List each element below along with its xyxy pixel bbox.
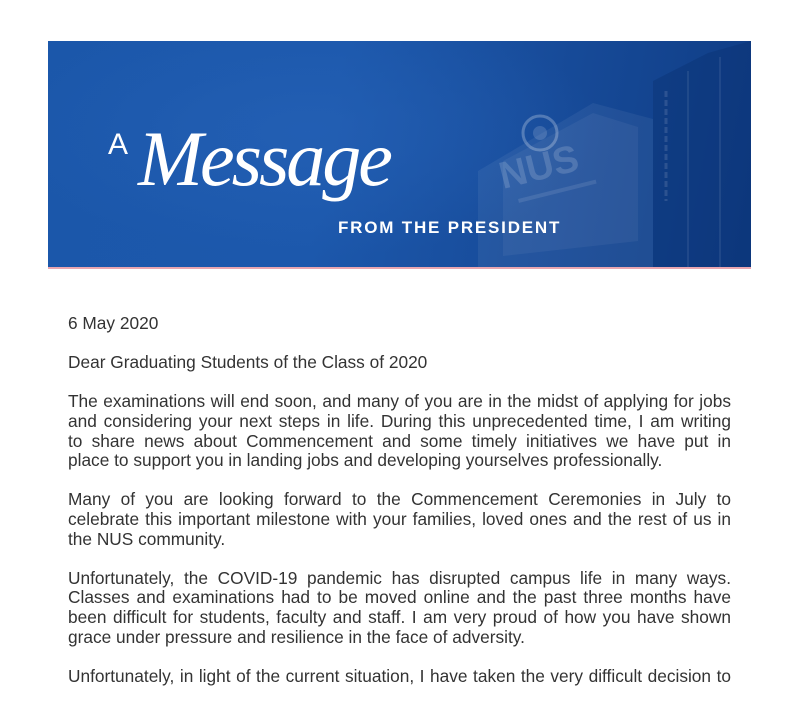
banner-prefix: A [108, 128, 130, 161]
building-tower [653, 41, 751, 267]
nus-logo-text: NUS [495, 137, 584, 198]
paragraph-line: grace under pressure and resilience in the face of adversity. [68, 626, 525, 647]
paragraph-1 [68, 392, 731, 470]
letter-date-block [68, 314, 731, 334]
letter-salutation-block [68, 353, 731, 373]
banner-subtitle: FROM THE PRESIDENT [338, 218, 562, 237]
letter-body [68, 314, 731, 706]
paragraph-line: been difficult for students, faculty and staff. I am very proud of how you have shown [68, 606, 731, 627]
paragraph-line: to share news about Commencement and some timely initiatives we have put in [68, 430, 731, 451]
paragraph-2 [68, 490, 731, 549]
paragraph-line: place to support you in landing jobs and developing yourselves professionally. [68, 450, 663, 471]
paragraph-line: celebrate this important milestone with your families, loved ones and the rest of us in [68, 508, 731, 529]
paragraph-line: Many of you are looking forward to the Commencement Ceremonies in July to [68, 489, 731, 510]
letter-date: 6 May 2020 [68, 313, 159, 333]
letter-salutation: Dear Graduating Students of the Class of 2020 [68, 352, 428, 373]
banner-title: Message [138, 115, 390, 202]
header-banner [48, 41, 751, 269]
paragraph-4 [68, 667, 731, 687]
paragraph-3 [68, 569, 731, 647]
paragraph-line: Unfortunately, the COVID-19 pandemic has disrupted campus life in many ways. [68, 567, 731, 588]
paragraph-line: Classes and examinations had to be moved online and the past three months have [68, 587, 731, 608]
paragraph-line: the NUS community. [68, 528, 226, 549]
paragraph-line: Unfortunately, in light of the current situation, I have taken the very difficult decision to [68, 665, 731, 686]
paragraph-line: The examinations will end soon, and many of you are in the midst of applying for jobs [68, 391, 731, 412]
paragraph-line: and considering your next steps in life. During this unprecedented time, I am writing [68, 410, 731, 431]
